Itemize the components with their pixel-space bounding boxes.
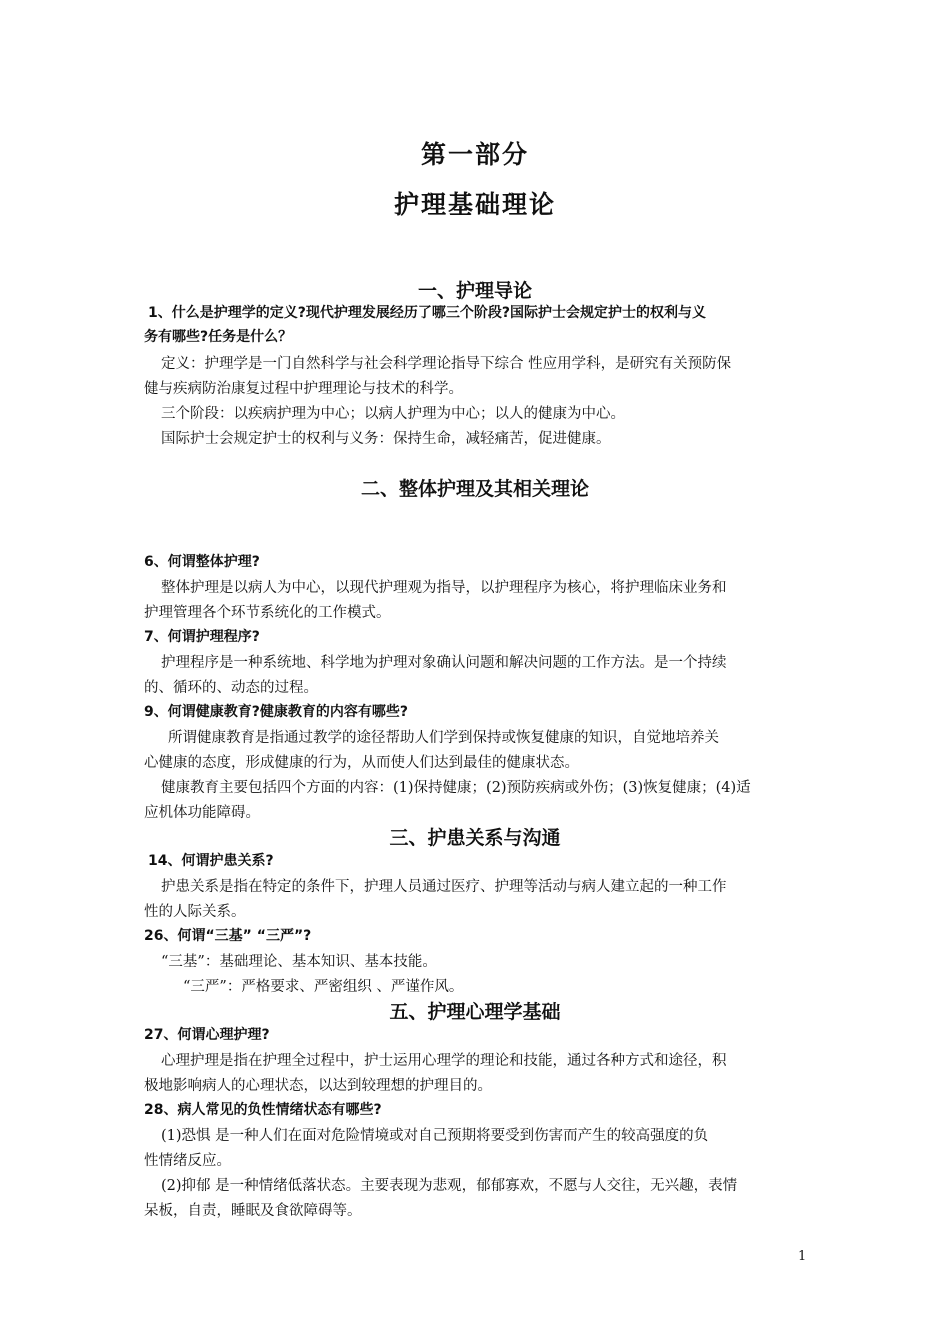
question-7: 7、何谓护理程序? [144, 629, 260, 645]
answer-6-line1: 整体护理是以病人为中心，以现代护理观为指导，以护理程序为核心，将护理临床业务和 [161, 580, 727, 596]
answer-28b-line1: (2)抑郁 是一种情绪低落状态。主要表现为悲观，郁郁寡欢，不愿与人交往，无兴趣，表情 [161, 1178, 738, 1194]
question-27: 27、何谓心理护理? [144, 1027, 270, 1043]
answer-27-line1: 心理护理是指在护理全过程中，护士运用心理学的理论和技能，通过各种方式和途径，积 [161, 1053, 727, 1069]
question-1-line2: 务有哪些?任务是什么？ [144, 329, 293, 345]
question-6: 6、何谓整体护理? [144, 554, 260, 570]
answer-9b-line1: 健康教育主要包括四个方面的内容：(1)保持健康；(2)预防疾病或外伤；(3)恢复健康；(4)适 [161, 780, 751, 796]
answer-9b-line2: 应机体功能障碍。 [144, 805, 260, 821]
answer-9a-line2: 心健康的态度，形成健康的行为，从而使人们达到最佳的健康状态。 [144, 755, 579, 771]
answer-1-definition-line1: 定义：护理学是一门自然科学与社会科学理论指导下综合 性应用学科，是研究有关预防保 [161, 356, 732, 372]
answer-7-line2: 的、循环的、动态的过程。 [144, 680, 318, 696]
answer-28a-line1: (1)恐惧 是一种人们在面对危险情境或对自己预期将要受到伤害而产生的较高强度的负 [161, 1128, 709, 1144]
answer-28a-line2: 性情绪反应。 [144, 1153, 231, 1169]
answer-1-definition-line2: 健与疾病防治康复过程中护理理论与技术的科学。 [144, 381, 463, 397]
question-1-line1: 1、什么是护理学的定义?现代护理发展经历了哪三个阶段?国际护士会规定护士的权利与义 [148, 305, 706, 321]
page-number: 1 [798, 1249, 807, 1264]
answer-1-stages: 三个阶段：以疾病护理为中心；以病人护理为中心；以人的健康为中心。 [161, 406, 625, 422]
section-heading-1: 一、护理导论 [417, 280, 532, 302]
answer-6-line2: 护理管理各个环节系统化的工作模式。 [144, 605, 391, 621]
answer-14-line2: 性的人际关系。 [144, 904, 246, 920]
answer-9a-line1: 所谓健康教育是指通过教学的途径帮助人们学到保持或恢复健康的知识，自觉地培养关 [168, 730, 719, 746]
answer-26-line1: “三基”：基础理论、基本知识、基本技能。 [161, 954, 437, 970]
answer-26-line2: “三严”：严格要求、严密组织 、严谨作风。 [183, 979, 464, 995]
answer-1-rights: 国际护士会规定护士的权利与义务：保持生命，减轻痛苦，促进健康。 [161, 431, 611, 447]
question-26: 26、何谓“三基” “三严”? [144, 928, 312, 944]
question-9: 9、何谓健康教育?健康教育的内容有哪些? [144, 704, 408, 720]
part-title: 第一部分 [420, 140, 529, 169]
question-28: 28、病人常见的负性情绪状态有哪些? [144, 1102, 382, 1118]
answer-28b-line2: 呆板，自责，睡眠及食欲障碍等。 [144, 1203, 362, 1219]
section-heading-2: 二、整体护理及其相关理论 [360, 478, 589, 500]
answer-14-line1: 护患关系是指在特定的条件下，护理人员通过医疗、护理等活动与病人建立起的一种工作 [161, 879, 727, 895]
part-subtitle: 护理基础理论 [393, 190, 556, 219]
answer-27-line2: 极地影响病人的心理状态，以达到较理想的护理目的。 [144, 1078, 492, 1094]
question-14: 14、何谓护患关系? [148, 853, 274, 869]
section-heading-3: 三、护患关系与沟通 [389, 827, 561, 849]
answer-7-line1: 护理程序是一种系统地、科学地为护理对象确认问题和解决问题的工作方法。是一个持续 [161, 655, 727, 671]
section-heading-5: 五、护理心理学基础 [389, 1001, 561, 1023]
